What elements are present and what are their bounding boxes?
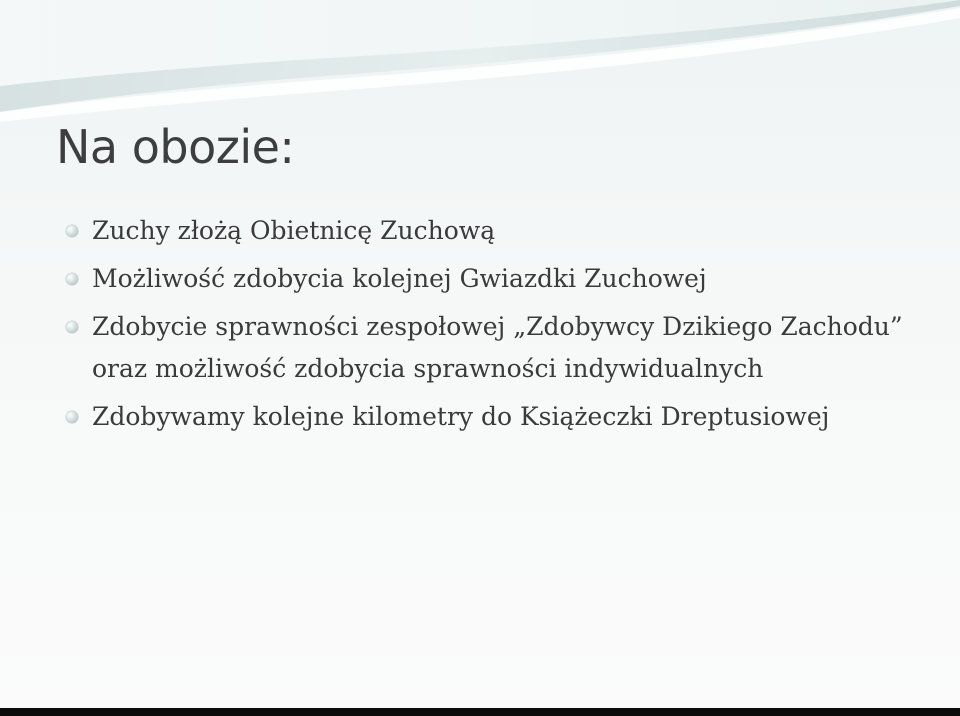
bullet-text: Możliwość zdobycia kolejnej Gwiazdki Zuchowej <box>92 264 707 293</box>
decorative-swoosh <box>0 0 960 130</box>
bullet-text: Zdobycie sprawności zespołowej „Zdobywcy Dzikiego Zachodu” oraz możliwość zdobycia sprawności indywidualnych <box>92 312 903 383</box>
bullet-item <box>60 306 920 390</box>
bullet-dot-icon <box>66 273 78 285</box>
bullet-dot-icon <box>66 225 78 237</box>
bullet-text: Zdobywamy kolejne kilometry do Książeczki Dreptusiowej <box>92 402 830 431</box>
bullet-dot-icon <box>66 411 78 423</box>
bullet-dot-icon <box>66 321 78 333</box>
bullet-item <box>60 210 920 252</box>
bullet-list <box>60 210 920 444</box>
slide-title: Na obozie: <box>56 120 295 174</box>
bottom-bar <box>0 708 960 716</box>
bullet-item <box>60 396 920 438</box>
bullet-item <box>60 258 920 300</box>
bullet-text: Zuchy złożą Obietnicę Zuchową <box>92 216 496 245</box>
